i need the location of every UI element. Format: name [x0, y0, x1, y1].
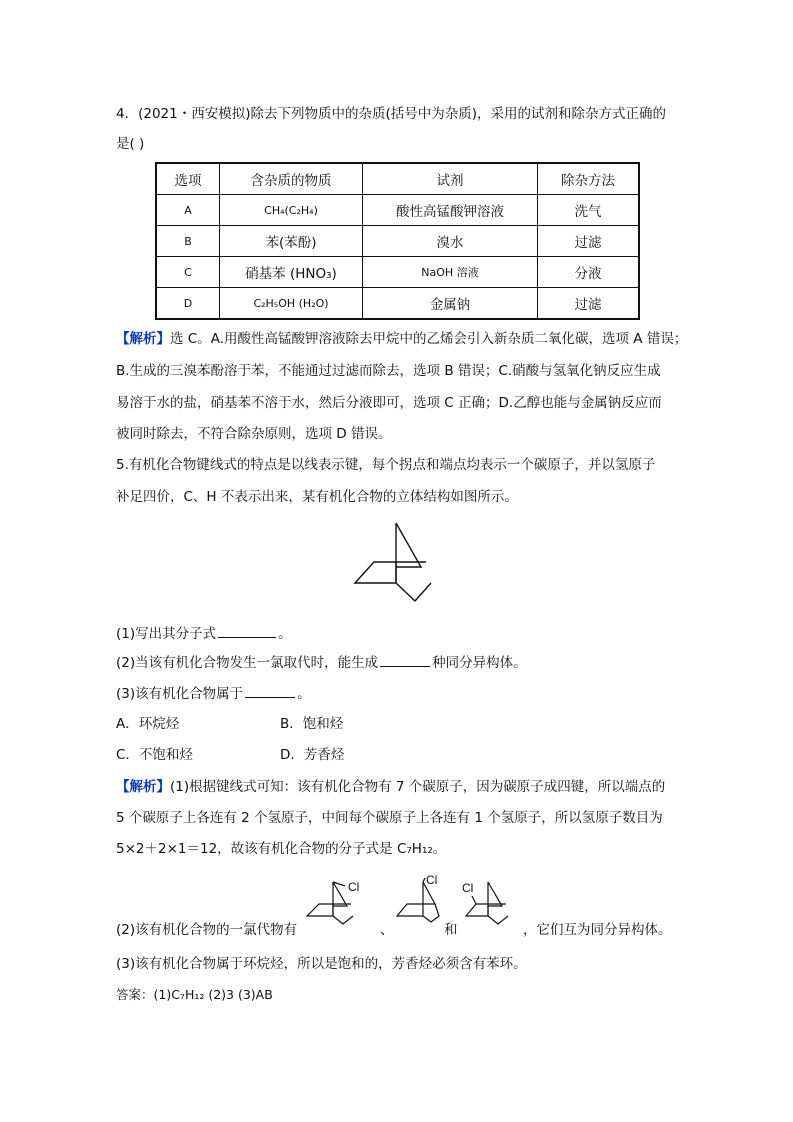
table-header-row: [156, 163, 639, 195]
table-cell: 过滤: [538, 288, 640, 320]
table-cell: NaOH 溶液: [363, 257, 538, 288]
table-cell: A: [156, 195, 220, 226]
chlorine-label: Cl: [348, 880, 360, 894]
q5-part-3-text: (3)该有机化合物属于: [116, 686, 244, 702]
q5-part-1-text: (1)写出其分子式: [116, 626, 217, 642]
table-cell: 苯(苯酚): [220, 226, 363, 257]
table-row: [156, 226, 639, 257]
table-row: [156, 257, 639, 288]
table-cell: 溴水: [363, 226, 538, 257]
q5-part-3: [116, 683, 311, 704]
q4-line-1: 4．(2021・西安模拟)除去下列物质中的杂质(括号中为杂质)，采用的试剂和除杂方式正确的: [116, 106, 667, 122]
q4-line-2: 是( ): [116, 136, 145, 152]
option-c: C．不饱和烃: [116, 747, 193, 763]
a4-line-2: B.生成的三溴苯酚溶于苯，不能通过过滤而除去，选项 B 错误；C.硝酸与氢氧化钠反应生成: [116, 363, 661, 379]
table-cell: CH₄(C₂H₄): [220, 195, 363, 226]
table-row: [156, 195, 639, 226]
table-cell: 金属钠: [363, 288, 538, 320]
chloro-isomer-2: [393, 874, 443, 924]
a5-text-1: (1)根据键线式可知：该有机化合物有 7 个碳原子，因为碳原子成四键，所以端点的: [170, 779, 666, 795]
table-header: 试剂: [363, 163, 538, 195]
chlorine-label: Cl: [462, 881, 474, 895]
q5-part-1: [116, 623, 292, 644]
table-header: 除杂方法: [538, 163, 640, 195]
a5-line-1: [116, 777, 665, 797]
a4-line-4: 被同时除去，不符合除杂原则，选项 D 错误。: [116, 426, 392, 442]
answer-blank: [380, 652, 430, 667]
table-cell: 过滤: [538, 226, 640, 257]
table-cell: B: [156, 226, 220, 257]
chloro-isomer-1: [303, 878, 373, 926]
table-header: 含杂质的物质: [220, 163, 363, 195]
impurity-table: [155, 162, 640, 320]
separator-comma: 、: [380, 922, 394, 938]
a5-line-4a: (2)该有机化合物的一氯代物有: [116, 922, 298, 938]
a4-text-1: 选 C。A.用酸性高锰酸钾溶液除去甲烷中的乙烯会引入新杂质二氧化碳，选项 A 错误；: [170, 331, 688, 347]
option-a: A．环烷烃: [116, 716, 180, 732]
q5-part-3-end: 。: [297, 686, 311, 702]
chlorine-label: Cl: [426, 874, 438, 887]
analysis-tag: 【解析】: [116, 779, 170, 795]
a5-line-3: 5×2＋2×1＝12，故该有机化合物的分子式是 C₇H₁₂。: [116, 841, 447, 857]
table-row: [156, 288, 639, 320]
option-d: D．芳香烃: [280, 747, 345, 763]
option-b: B．饱和烃: [280, 716, 344, 732]
a4-line-1: [116, 329, 687, 349]
table-cell: D: [156, 288, 220, 320]
a5-line-5: (3)该有机化合物属于环烷烃，所以是饱和的，芳香烃必须含有苯环。: [116, 956, 527, 972]
a5-line-4b: ，它们互为同分异构体。: [523, 922, 672, 938]
table-cell: C₂H₅OH (H₂O): [220, 288, 363, 320]
chloro-isomer-3: [462, 878, 522, 928]
table-cell: 硝基苯 (HNO₃): [220, 257, 363, 288]
table-cell: 洗气: [538, 195, 640, 226]
q5-part-2-text: (2)当该有机化合物发生一氯取代时，能生成: [116, 655, 379, 671]
structure-figure: [352, 522, 462, 604]
answer-blank: [245, 683, 295, 698]
table-cell: C: [156, 257, 220, 288]
a4-line-3: 易溶于水的盐，硝基苯不溶于水，然后分液即可，选项 C 正确；D.乙醇也能与金属钠反应而: [116, 395, 662, 411]
q5-part-2-end: 种同分异构体。: [432, 655, 527, 671]
separator-and: 和: [444, 922, 458, 938]
q5-part-1-end: 。: [278, 626, 292, 642]
table-cell: 酸性高锰酸钾溶液: [363, 195, 538, 226]
analysis-tag: 【解析】: [116, 331, 170, 347]
answer-line: 答案：(1)C₇H₁₂ (2)3 (3)AB: [116, 987, 273, 1002]
a5-line-2: 5 个碳原子上各连有 2 个氢原子，中间每个碳原子上各连有 1 个氢原子，所以氢原子数目为: [116, 810, 663, 826]
q5-line-2: 补足四价，C、H 不表示出来，某有机化合物的立体结构如图所示。: [116, 489, 518, 505]
table-header: 选项: [156, 163, 220, 195]
answer-blank: [218, 623, 276, 638]
q5-part-2: [116, 652, 527, 673]
table-cell: 分液: [538, 257, 640, 288]
q5-line-1: 5.有机化合物键线式的特点是以线表示键，每个拐点和端点均表示一个碳原子，并以氢原子: [116, 457, 656, 473]
